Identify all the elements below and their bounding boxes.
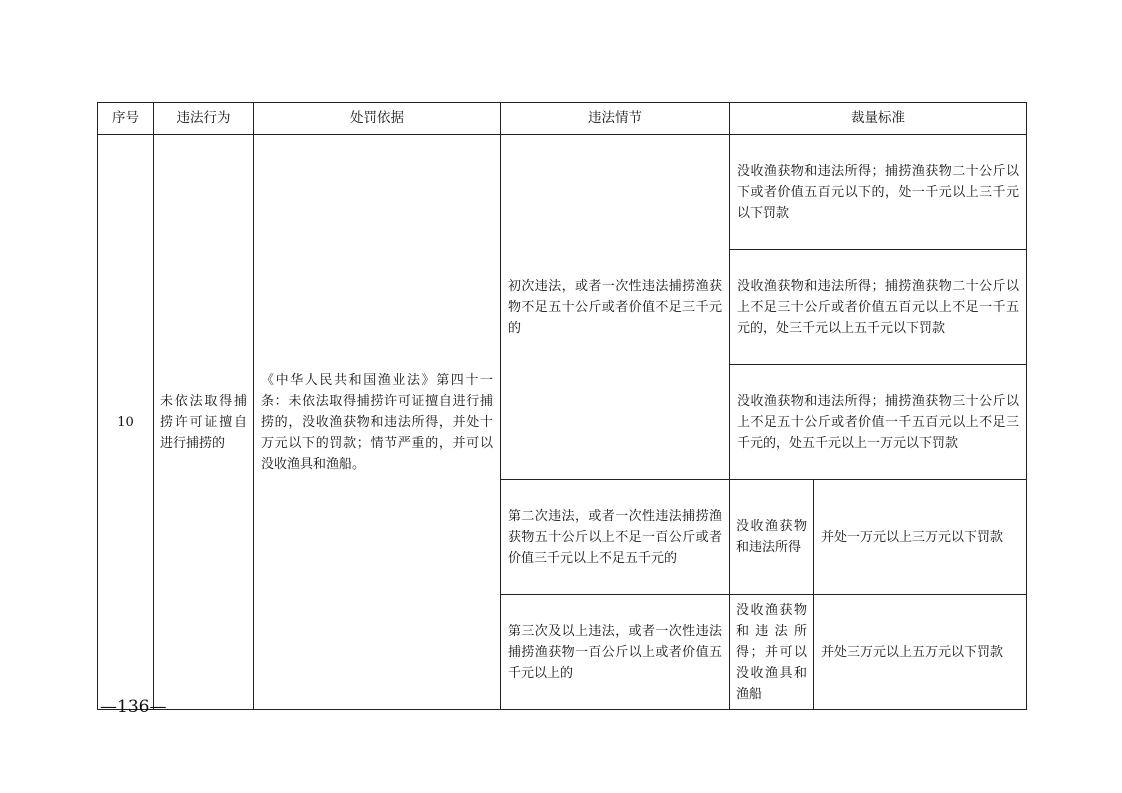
- header-basis: 处罚依据: [254, 103, 501, 135]
- discretion-standards-table: [97, 102, 1027, 710]
- cell-basis: 《中华人民共和国渔业法》第四十一条：未依法取得捕捞许可证擅自进行捕捞的，没收渔获物和违法所得，并处十万元以下的罚款；情节严重的，并可以没收渔具和渔船。: [254, 135, 501, 710]
- cell-third-offense-fine: 并处三万元以上五万元以下罚款: [814, 595, 1027, 710]
- cell-second-offense-fine: 并处一万元以上三万元以下罚款: [814, 480, 1027, 595]
- header-seq: 序号: [98, 103, 154, 135]
- header-standard: 裁量标准: [730, 103, 1027, 135]
- cell-first-offense-standard-2: 没收渔获物和违法所得；捕捞渔获物二十公斤以上不足三十公斤或者价值五百元以上不足一千五元的，处三千元以上五千元以下罚款: [730, 250, 1027, 365]
- cell-first-offense-standard-3: 没收渔获物和违法所得；捕捞渔获物三十公斤以上不足五十公斤或者价值一千五百元以上不足三千元的，处五千元以上一万元以下罚款: [730, 365, 1027, 480]
- cell-second-offense-circumstance: 第二次违法，或者一次性违法捕捞渔获物五十公斤以上不足一百公斤或者价值三千元以上不足五千元的: [501, 480, 730, 595]
- cell-seq: 10: [98, 135, 154, 710]
- cell-first-offense-circumstance: 初次违法，或者一次性违法捕捞渔获物不足五十公斤或者价值不足三千元的: [501, 135, 730, 480]
- header-violation: 违法行为: [154, 103, 254, 135]
- header-circumstance: 违法情节: [501, 103, 730, 135]
- page-number: —136—: [100, 697, 167, 717]
- cell-third-offense-confiscation: 没收渔获物和违法所得；并可以没收渔具和渔船: [730, 595, 814, 710]
- table-row: [98, 135, 1027, 250]
- cell-second-offense-confiscation: 没收渔获物和违法所得: [730, 480, 814, 595]
- table-header-row: [98, 103, 1027, 135]
- cell-violation: 未依法取得捕捞许可证擅自进行捕捞的: [154, 135, 254, 710]
- cell-first-offense-standard-1: 没收渔获物和违法所得；捕捞渔获物二十公斤以下或者价值五百元以下的，处一千元以上三千元以下罚款: [730, 135, 1027, 250]
- cell-third-offense-circumstance: 第三次及以上违法，或者一次性违法捕捞渔获物一百公斤以上或者价值五千元以上的: [501, 595, 730, 710]
